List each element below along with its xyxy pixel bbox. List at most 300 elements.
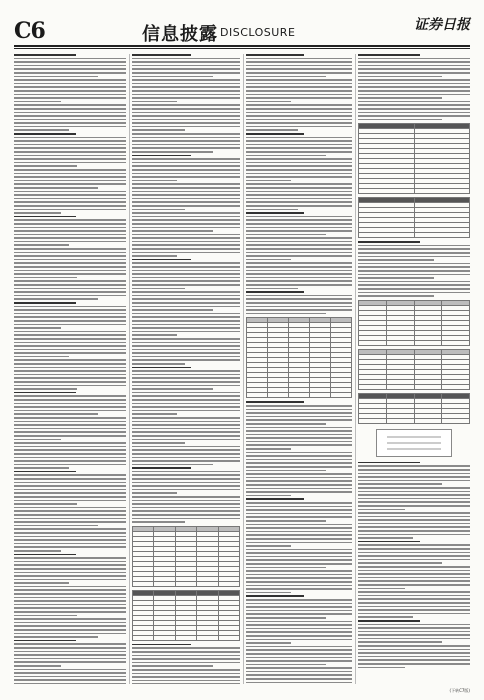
text-block: [132, 183, 240, 210]
text-line: [14, 90, 126, 92]
text-line: [246, 513, 352, 515]
text-line: [132, 284, 240, 286]
text-heading: [14, 133, 76, 135]
text-line: [14, 643, 126, 645]
text-line: [132, 201, 240, 203]
text-line: [14, 97, 126, 99]
text-line: [14, 539, 126, 541]
text-line: [132, 431, 240, 433]
text-line: [358, 659, 470, 661]
text-line: [358, 487, 470, 489]
text-line: [14, 108, 126, 110]
text-block: [132, 155, 240, 182]
text-line: [132, 277, 240, 279]
text-line: [246, 209, 298, 211]
text-line: [246, 180, 291, 182]
text-heading: [14, 216, 76, 218]
text-block: [14, 191, 126, 214]
text-line: [132, 237, 240, 239]
text-line: [246, 409, 352, 411]
text-line: [358, 86, 470, 88]
text-line: [246, 302, 352, 304]
text-line: [14, 374, 126, 376]
text-line: [14, 65, 126, 67]
text-block: [246, 54, 352, 77]
text-block: [14, 392, 126, 415]
text-line: [358, 649, 470, 651]
text-line: [132, 492, 177, 494]
text-line: [132, 270, 240, 272]
text-line: [14, 345, 126, 347]
text-line: [246, 416, 352, 418]
text-line: [246, 441, 352, 443]
text-line: [14, 180, 126, 182]
text-line: [14, 428, 126, 430]
text-line: [246, 588, 352, 590]
text-line: [246, 97, 352, 99]
text-line: [246, 270, 352, 272]
text-block: [14, 554, 126, 584]
text-line: [358, 266, 470, 268]
text-line: [132, 248, 240, 250]
text-line: [132, 255, 177, 257]
text-line: [14, 651, 126, 653]
text-line: [132, 262, 240, 264]
text-line: [246, 516, 352, 518]
text-block: [132, 133, 240, 153]
text-heading: [246, 498, 304, 500]
text-line: [14, 532, 126, 534]
text-line: [246, 613, 352, 615]
text-line: [358, 90, 470, 92]
seal-stamp-box: [376, 429, 452, 457]
table-cell: [386, 340, 414, 345]
text-line: [246, 667, 352, 669]
text-line: [132, 658, 240, 660]
text-line: [14, 658, 126, 660]
text-block: [14, 248, 126, 278]
text-block: [246, 237, 352, 260]
text-block: [14, 507, 126, 527]
text-line: [14, 101, 61, 103]
text-line: [14, 165, 77, 167]
text-line: [132, 280, 240, 282]
text-line: [14, 622, 126, 624]
text-line: [132, 212, 240, 214]
text-line: [132, 680, 240, 682]
text-line: [132, 655, 240, 657]
text-line: [358, 97, 442, 99]
text-line: [132, 291, 240, 293]
text-line: [14, 579, 126, 581]
text-line: [132, 68, 240, 70]
text-line: [132, 162, 240, 164]
text-line: [246, 506, 352, 508]
text-line: [246, 187, 352, 189]
text-line: [14, 151, 126, 153]
text-line: [246, 462, 352, 464]
text-line: [132, 460, 240, 462]
text-line: [246, 678, 352, 680]
text-block: [14, 302, 126, 329]
text-line: [246, 448, 291, 450]
table-row: [359, 233, 470, 238]
text-line: [132, 683, 240, 684]
text-line: [132, 94, 240, 96]
text-line: [132, 518, 240, 520]
text-heading: [246, 212, 304, 214]
text-line: [14, 679, 126, 681]
text-line: [132, 122, 240, 124]
text-line: [246, 151, 352, 153]
text-line: [14, 496, 126, 498]
text-line: [132, 101, 177, 103]
text-line: [14, 359, 126, 361]
text-block: [132, 79, 240, 102]
text-line: [132, 104, 240, 106]
text-block: [358, 263, 470, 279]
text-line: [14, 395, 126, 397]
text-line: [132, 295, 240, 297]
text-line: [14, 518, 126, 520]
text-line: [246, 165, 352, 167]
text-line: [246, 660, 352, 662]
text-line: [358, 552, 470, 554]
column-divider: [129, 54, 130, 684]
text-line: [14, 76, 98, 78]
text-line: [358, 627, 470, 629]
text-block: [358, 541, 470, 564]
text-line: [358, 480, 470, 482]
masthead: [14, 18, 470, 44]
table-cell: [386, 418, 414, 423]
text-line: [246, 674, 352, 676]
text-block: [358, 566, 470, 589]
text-line: [246, 405, 352, 407]
data-table: [358, 393, 470, 424]
text-line: [14, 259, 126, 261]
text-line: [14, 126, 126, 128]
text-line: [14, 431, 126, 433]
text-line: [358, 494, 470, 496]
text-line: [14, 478, 126, 480]
text-block: [246, 498, 352, 521]
text-line: [246, 556, 352, 558]
text-line: [246, 259, 291, 261]
text-line: [14, 244, 69, 246]
text-block: [132, 417, 240, 444]
text-line: [246, 241, 352, 243]
text-line: [14, 137, 126, 139]
text-line: [246, 549, 352, 551]
text-line: [14, 288, 126, 290]
text-line: [246, 423, 326, 425]
text-line: [14, 421, 126, 423]
text-line: [358, 274, 470, 276]
text-line: [14, 589, 126, 591]
text-line: [246, 140, 352, 142]
text-line: [132, 320, 240, 322]
text-line: [132, 115, 240, 117]
text-heading: [14, 471, 76, 473]
text-line: [132, 521, 185, 523]
text-line: [14, 557, 126, 559]
text-line: [14, 219, 126, 221]
text-line: [14, 607, 126, 609]
text-line: [132, 288, 185, 290]
text-line: [358, 245, 470, 247]
text-line: [246, 244, 352, 246]
text-line: [132, 352, 240, 354]
text-block: [358, 645, 470, 668]
text-block: [246, 473, 352, 496]
text-line: [132, 112, 240, 114]
text-block: [14, 471, 126, 505]
table-cell: [414, 233, 470, 238]
text-line: [132, 489, 240, 491]
text-block: [246, 646, 352, 666]
text-line: [132, 424, 240, 426]
masthead-rule-thin: [14, 48, 470, 49]
text-line: [14, 528, 126, 530]
text-line: [358, 606, 470, 608]
text-line: [246, 502, 352, 504]
text-line: [14, 194, 126, 196]
text-line: [246, 230, 352, 232]
text-line: [246, 574, 352, 576]
text-heading: [14, 302, 76, 304]
text-block: [132, 367, 240, 390]
text-heading: [132, 259, 191, 261]
text-line: [358, 61, 470, 63]
text-line: [132, 165, 240, 167]
text-line: [246, 191, 352, 193]
text-line: [132, 216, 240, 218]
text-line: [132, 86, 240, 88]
text-line: [358, 588, 405, 590]
text-line: [246, 176, 352, 178]
text-line: [358, 473, 470, 475]
text-block: [246, 570, 352, 593]
text-block: [358, 620, 470, 643]
text-line: [14, 403, 126, 405]
table-cell: [154, 635, 175, 640]
text-line: [358, 465, 470, 467]
text-line: [14, 223, 126, 225]
text-line: [14, 460, 126, 462]
text-line: [14, 327, 61, 329]
text-line: [132, 140, 240, 142]
text-block: [246, 79, 352, 102]
text-line: [358, 505, 470, 507]
text-line: [14, 104, 126, 106]
text-heading: [132, 467, 191, 469]
text-line: [132, 180, 177, 182]
text-line: [246, 538, 352, 540]
text-block: [358, 281, 470, 297]
text-line: [132, 510, 240, 512]
text-line: [358, 634, 470, 636]
text-line: [246, 126, 352, 128]
text-line: [358, 537, 413, 539]
text-line: [14, 417, 126, 419]
data-table: [358, 300, 470, 346]
text-line: [358, 602, 470, 604]
text-line: [132, 327, 240, 329]
table-row: [133, 581, 240, 586]
data-table: [358, 349, 470, 390]
text-line: [132, 662, 240, 664]
column-divider: [355, 54, 356, 684]
text-line: [246, 252, 352, 254]
table-cell: [197, 581, 218, 586]
text-line: [246, 288, 298, 290]
text-line: [14, 331, 126, 333]
text-line: [246, 158, 352, 160]
text-line: [14, 507, 126, 509]
table-cell: [331, 393, 352, 398]
text-line: [14, 406, 126, 408]
text-line: [246, 155, 326, 157]
text-line: [14, 119, 126, 121]
text-line: [246, 427, 352, 429]
text-line: [246, 313, 326, 315]
text-line: [246, 430, 352, 432]
text-line: [358, 72, 470, 74]
text-line: [14, 582, 69, 584]
text-line: [14, 94, 126, 96]
text-line: [246, 201, 352, 203]
text-line: [246, 58, 352, 60]
text-line: [14, 586, 126, 588]
text-line: [14, 446, 126, 448]
text-line: [132, 230, 213, 232]
text-line: [14, 205, 126, 207]
text-line: [14, 295, 126, 297]
text-block: [358, 54, 470, 77]
text-line: [246, 108, 352, 110]
text-line: [14, 492, 126, 494]
text-line: [14, 140, 126, 142]
text-line: [132, 377, 240, 379]
text-line: [14, 600, 126, 602]
text-line: [132, 313, 240, 315]
text-line: [132, 234, 240, 236]
text-line: [132, 474, 240, 476]
text-line: [132, 252, 240, 254]
text-line: [246, 473, 352, 475]
text-heading: [246, 133, 304, 135]
text-line: [358, 112, 470, 114]
text-line: [358, 512, 470, 514]
text-line: [132, 446, 240, 448]
text-line: [132, 395, 240, 397]
table-cell: [154, 581, 175, 586]
text-line: [358, 295, 434, 297]
text-line: [358, 555, 470, 557]
text-line: [246, 79, 352, 81]
text-line: [132, 338, 240, 340]
text-line: [246, 524, 352, 526]
text-line: [14, 676, 126, 678]
text-heading: [132, 54, 191, 56]
text-line: [246, 484, 352, 486]
text-line: [246, 173, 352, 175]
text-line: [14, 112, 126, 114]
text-line: [14, 593, 126, 595]
text-line: [246, 480, 352, 482]
text-line: [132, 413, 177, 415]
text-line: [358, 79, 470, 81]
table-cell: [218, 581, 239, 586]
text-line: [14, 575, 126, 577]
table-cell: [218, 635, 239, 640]
text-line: [132, 298, 240, 300]
table-cell: [359, 340, 387, 345]
text-line: [246, 198, 352, 200]
text-line: [14, 367, 126, 369]
text-line: [132, 406, 240, 408]
text-line: [132, 410, 240, 412]
text-line: [132, 676, 240, 678]
text-line: [132, 191, 240, 193]
text-block: [14, 528, 126, 551]
text-line: [14, 334, 126, 336]
text-line: [358, 58, 470, 60]
text-line: [246, 491, 352, 493]
text-line: [14, 291, 126, 293]
text-line: [246, 542, 352, 544]
text-heading: [246, 54, 304, 56]
text-line: [14, 536, 126, 538]
page-number: C6: [14, 18, 45, 44]
text-line: [246, 682, 352, 684]
text-block: [358, 101, 470, 121]
text-line: [246, 592, 291, 594]
text-line: [132, 209, 185, 211]
text-block: [246, 549, 352, 569]
text-line: [358, 284, 470, 286]
text-line: [132, 482, 240, 484]
table-row: [359, 340, 470, 345]
text-line: [246, 144, 352, 146]
text-line: [358, 104, 470, 106]
text-line: [132, 137, 240, 139]
text-line: [246, 90, 352, 92]
text-line: [14, 363, 126, 365]
text-heading: [132, 644, 191, 646]
text-line: [132, 435, 240, 437]
text-line: [14, 683, 126, 684]
text-line: [14, 234, 126, 236]
text-line: [14, 349, 126, 351]
text-line: [14, 280, 126, 282]
text-line: [246, 581, 352, 583]
text-line: [14, 377, 126, 379]
text-line: [246, 419, 352, 421]
text-line: [14, 482, 126, 484]
text-line: [14, 521, 126, 523]
text-heading: [132, 155, 191, 157]
text-line: [14, 489, 126, 491]
text-block: [14, 169, 126, 189]
text-line: [358, 566, 470, 568]
text-line: [132, 198, 240, 200]
text-block: [14, 417, 126, 440]
text-line: [246, 559, 352, 561]
text-line: [246, 122, 352, 124]
text-line: [358, 519, 470, 521]
